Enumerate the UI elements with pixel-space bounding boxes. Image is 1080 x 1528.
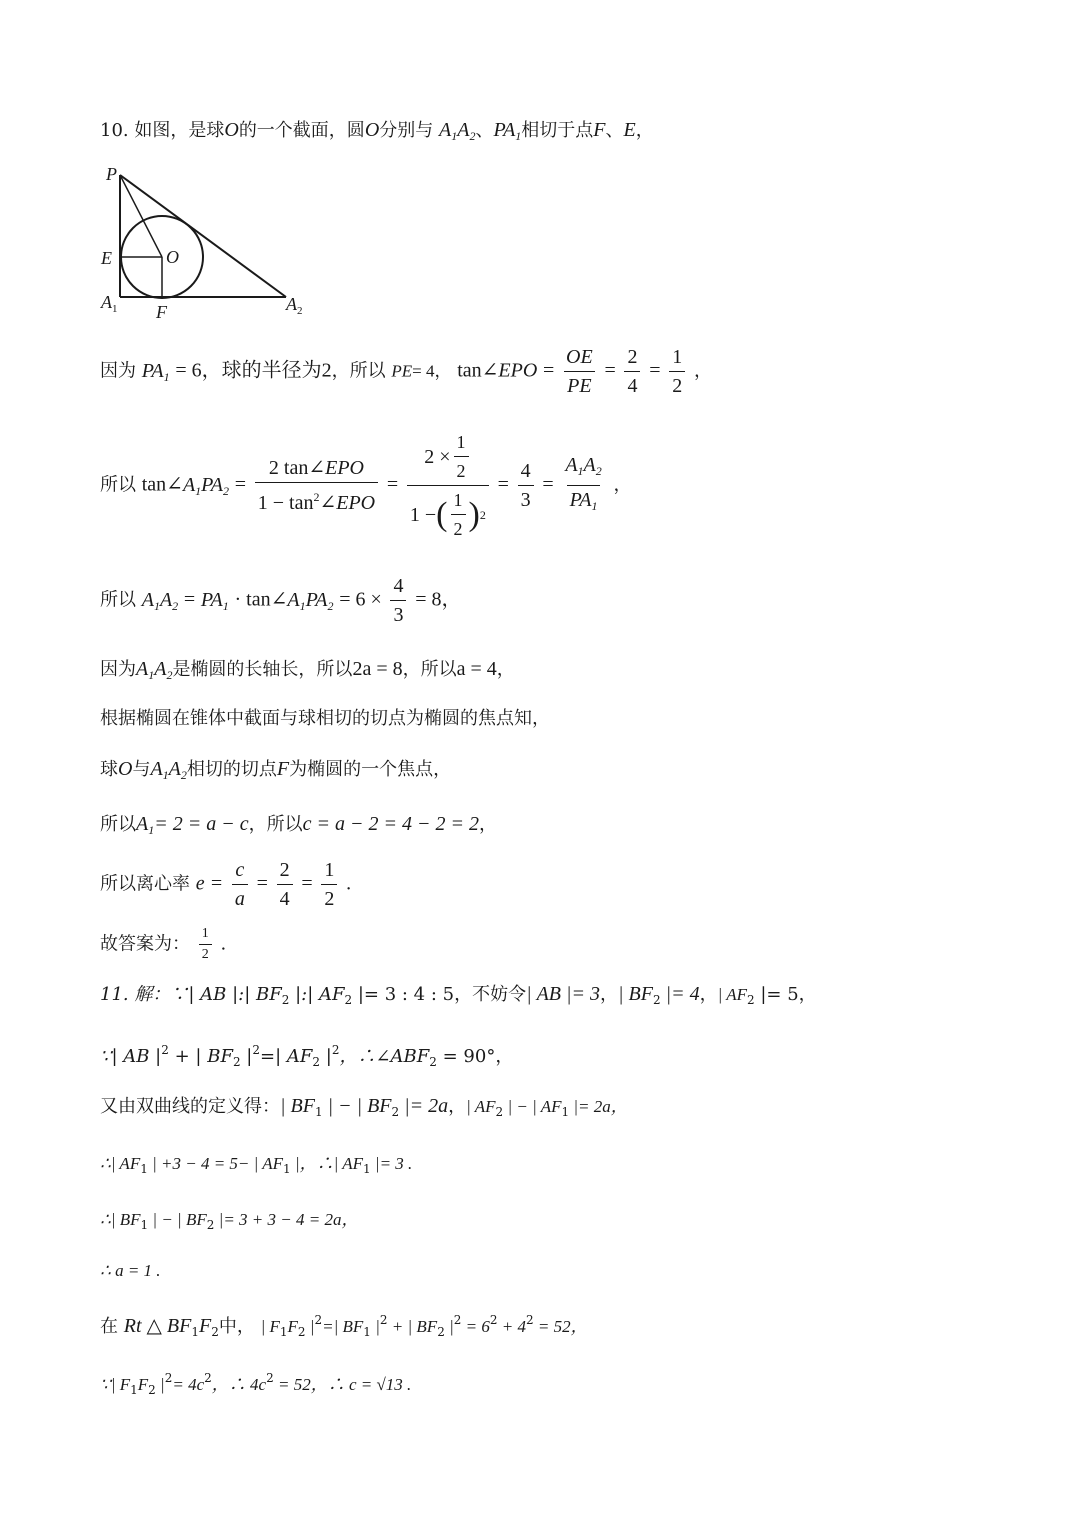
text: 与 [132,759,151,780]
math: | [155,1375,165,1394]
math: Rt △ BF [123,1315,192,1337]
math: | AB |= 3 [526,983,601,1005]
q11-line-1: 11. 解：∵| AB |:| $BF_2$ |:| $AF_2$ |= 3 : 4 : 5，不妨令| AB |= 3，| $BF_2$ |= 4，| $AF_2$ |= 5， [100,983,817,1007]
math: =| BF [322,1317,364,1336]
math-A1A2: $A_1A_2$ [141,588,179,613]
math: F [198,1315,212,1337]
fraction: 2 × $\frac{1}{2}$ 1 − ( $\frac{1}{2}$ ) 2 [407,430,489,541]
q10-line-tan-epo [100,345,712,398]
fraction: $\frac{2}{4}$ [624,345,640,398]
math: = [543,359,555,382]
fraction: $\frac{2}{4}$ [277,858,293,911]
math: = 52， [533,1317,588,1336]
text: ， [699,984,718,1005]
math: a = 4 [456,658,497,680]
text: 球 [100,759,118,780]
math: | − | AF [503,1097,562,1116]
math: = [542,473,554,496]
q10-line-a1a2 [100,574,462,627]
text: | [240,1046,253,1067]
math: ∴ a = 1 . [100,1261,161,1280]
text: 根据椭圆在锥体中截面与球相切的切点为椭圆的焦点知， [100,708,550,729]
math: | BF [618,983,653,1005]
geometry-figure [96,160,326,330]
math: | AF [466,1097,496,1116]
q10-intro [100,118,654,148]
math: | AF [717,985,747,1004]
text: 10. 如图，是球 [100,120,225,141]
fraction: $\frac{c}{a}$ [232,858,248,911]
text: 所以 [100,474,136,496]
fraction-answer: $\frac{1}{2}$ [199,926,212,963]
math: | BF [280,1095,315,1117]
text: 的一个截面，圆 [238,120,365,141]
q11-line-2: ∵| AB $|^2$ + | $BF_2$ $|^2=|$ $AF_2$ $|^2$，$\therefore\angle ABF_2 = 90^\circ$， [100,1043,514,1069]
text: ，所以 [248,814,303,835]
math: tan∠ [457,359,499,382]
text: 是椭圆的长轴长，所以 [172,659,353,680]
math-F: F [593,119,606,141]
q11-line-3: 又由双曲线的定义得：| $BF_1$ | − | $BF_2$ |= 2a，| $AF_2$ | − | $AF_1$ |= 2a， [100,1095,628,1119]
math: c = a − 2 = 4 − 2 = 2 [302,813,479,835]
math: |= 3 . [370,1154,413,1173]
math: = [649,359,661,382]
math: . [346,872,352,895]
fraction: $\frac{A_1A_2}{PA_1}$ [562,453,604,518]
math: | [370,1317,380,1336]
math: |= 2a [399,1095,449,1117]
math: = [604,359,616,382]
text: |= 3 : 4 : 5，不妨令 [352,984,527,1005]
q10-line-major-axis [100,657,515,687]
math: = [256,872,268,895]
q10-line-focus-fact [100,707,550,731]
math: | − | BF [322,1095,392,1117]
text: ， [693,360,712,382]
math: | +3 − 4 = 5− | AF [147,1154,284,1173]
text: 中， [218,1316,255,1337]
math: ∴| BF [100,1210,141,1229]
math: = 6 [461,1317,490,1336]
math: = 52，∴ c = √13 . [273,1375,412,1394]
math: F [137,1375,149,1394]
math: tan∠ [141,473,183,496]
q11-line-6 [100,1259,161,1283]
math: | [444,1317,454,1336]
math-O: O [224,119,239,141]
text: | [320,1046,332,1067]
math: + | BF [387,1317,438,1336]
math-A1F: $A_1$ [136,813,155,837]
text: ，所以 [331,360,386,382]
math: ，∴ 4c [211,1375,267,1394]
text: 11. 解：∵| AB |:| BF [100,984,282,1005]
math: | − | BF [148,1210,207,1229]
text: = 6，球的半径为 [175,359,322,382]
math: = [386,473,399,496]
math: = 2 = a − c [154,813,249,835]
text: |:| AF [289,984,345,1005]
label-F: F [156,302,167,322]
segment-PA2 [120,175,286,297]
text: 因为 [100,659,136,680]
math-O: O [364,119,380,141]
math: = 4， [412,361,452,381]
math-A1A2: $A_1A_2$ [136,658,173,682]
q10-line-answer [100,926,226,963]
text: 在 [100,1316,118,1337]
math-O: O [118,758,133,780]
math: + 4 [497,1317,527,1336]
math: = [301,872,313,895]
math-F: F [276,758,290,780]
text: ∵| AB | [100,1046,162,1067]
math: = [183,588,196,611]
q10-line-c [100,812,497,842]
q10-line-tangent-point [100,757,451,787]
text: ， [600,984,619,1005]
math: ∴| AF [100,1154,141,1173]
label-P: P [106,164,117,184]
text: ， [613,474,632,496]
math: · tan∠ [234,588,288,611]
text: 故答案为： [100,933,190,955]
math: = 4c [172,1375,205,1394]
text: ， [496,659,515,680]
math: |= 2a， [569,1097,628,1116]
fraction: $\frac{\text{2 tan∠EPO}}{1 - \tan^2\angle EPO}$ [255,456,378,515]
math: 2a = 8 [352,658,403,680]
math: |= 4 [660,983,700,1005]
math-A1A2: $A_1A_2$ [439,119,476,143]
text: . [220,933,227,955]
q10-line-eccentricity [100,858,351,911]
text: 分别与 [379,120,434,141]
fraction: $\frac{4}{3}$ [390,574,406,627]
fraction: $\frac{1}{2}$ [669,345,685,398]
math: 2 [321,359,332,382]
q11-line-4: ∴| $AF_1$ | +3 − 4 = 5− | $AF_1$ |，∴| $AF_1$ |= 3 . [100,1154,413,1176]
math: = 6 × [339,588,382,611]
math: = 8， [415,588,462,611]
q10-line-double-angle [100,430,632,541]
math-E: E [623,119,636,141]
math: PE [391,361,413,381]
label-A2: $A_2$ [286,294,303,317]
label-E: E [101,248,112,268]
math-A1PA2: $A_1PA_2$ [287,588,334,613]
math: F [287,1317,298,1336]
math-PA1: $PA_1$ [493,119,522,143]
math: | F [260,1317,280,1336]
text: 、 [475,120,494,141]
math: = [234,473,247,496]
label-A1: $A_1$ [101,292,118,315]
text: ，所以 [402,659,457,680]
math: e = [195,872,224,895]
text: 所以离心率 [100,873,190,895]
text: 又由双曲线的定义得： [100,1096,280,1117]
text: = 90°， [436,1046,514,1067]
text: 、 [605,120,624,141]
text: 相切于点 [521,120,594,141]
fraction: $\frac{4}{3}$ [518,459,534,512]
text: 因为 [100,360,136,382]
label-O: O [166,247,179,267]
math-PA1: $PA_1$ [141,359,170,384]
math: ∵| F [100,1375,131,1394]
text: ， [448,1096,467,1117]
text: ， [478,814,497,835]
text: 相切的切点 [186,759,277,780]
q11-line-8: ∵| $F_1F_2$ $|^2= 4c^2$，∴ $4c^2 = 52$，∴ c = √13 . [100,1371,412,1397]
text: 为椭圆的一个焦点， [289,759,452,780]
fraction: $\frac{1}{2}$ [321,858,337,911]
text: ，∴∠ABF [339,1046,430,1067]
math-A1A2: $A_1A_2$ [150,758,187,782]
math-PA1: $PA_1$ [200,588,229,613]
math: | [305,1317,315,1336]
text: |= 5， [754,984,817,1005]
math: EPO [498,359,538,382]
text: 所以 [100,589,136,611]
math: |，∴| AF [290,1154,363,1173]
math: = [497,473,509,496]
text: + | BF [168,1046,233,1067]
text: ， [635,120,654,141]
q11-line-7: 在 Rt △ $BF_1F_2$中， | $F_1F_2$ $|^2=|$ $BF_1$ $|^2$ + | $BF_2$ $|^2 = 6^2 + 4^2 = 52$， [100,1313,588,1339]
fraction: $\frac{OE}{PE}$ [566,346,593,397]
math-A1PA2: $A_1PA_2$ [182,473,230,498]
text: =| AF [260,1046,313,1067]
math: |= 3 + 3 − 4 = 2a， [214,1210,359,1229]
text: 所以 [100,814,136,835]
q11-line-5: ∴| $BF_1$ | − | $BF_2$ |= 3 + 3 − 4 = 2a， [100,1210,359,1232]
